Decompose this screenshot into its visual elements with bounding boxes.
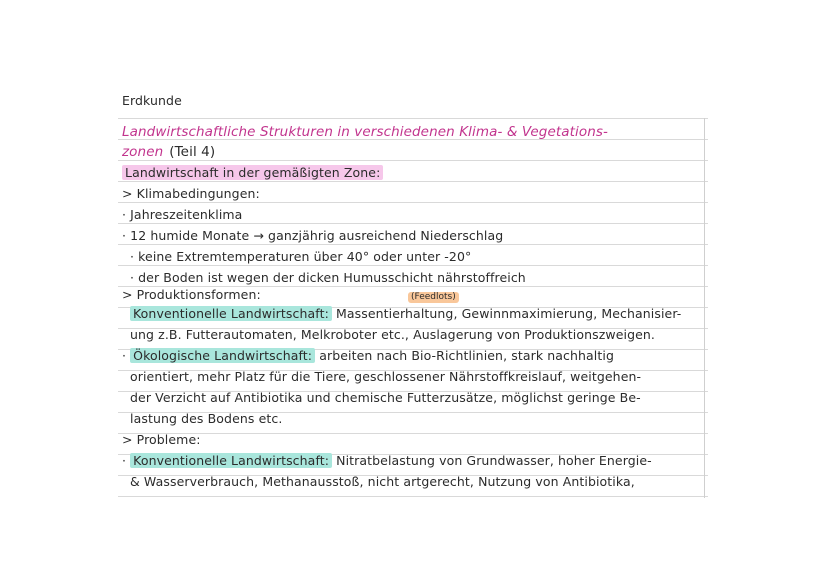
page-title-line-1: Landwirtschaftliche Strukturen in verschiedenen Klima- & Vegetations- <box>122 124 609 140</box>
climate-label: > Klimabedingungen: <box>122 186 260 201</box>
ruled-line <box>118 202 708 203</box>
ruled-line <box>118 433 708 434</box>
ecological-bullet: · <box>122 348 131 363</box>
page-title-text: zonen <box>122 144 164 160</box>
ecological-line-3: der Verzicht auf Antibiotika und chemische Futterzusätze, möglichst geringe Be- <box>130 390 641 405</box>
problems-line-2: & Wasserverbrauch, Methanausstoß, nicht artgerecht, Nutzung von Antibiotika, <box>130 474 635 489</box>
climate-item-3: · keine Extremtemperaturen über 40° oder unter -20° <box>130 249 472 264</box>
climate-item-2: · 12 humide Monate → ganzjährig ausreichend Niederschlag <box>122 228 504 243</box>
problems-line-1 <box>122 453 652 469</box>
ruled-line <box>118 181 708 182</box>
page-title-part: (Teil 4) <box>169 144 216 160</box>
ecological-line-2: orientiert, mehr Platz für die Tiere, geschlossener Nährstoffkreislauf, weitgehen- <box>130 369 642 384</box>
problems-bullet: · <box>122 453 131 468</box>
margin-line <box>704 118 705 498</box>
ruled-line <box>118 496 708 497</box>
ecological-text-1: arbeiten nach Bio-Richtlinien, stark nachhaltig <box>315 348 614 363</box>
section-heading <box>122 165 383 181</box>
conventional-line-2: ung z.B. Futterautomaten, Melkroboter etc., Auslagerung von Produktionszweigen. <box>130 327 655 342</box>
ruled-line <box>118 160 708 161</box>
production-label: > Produktionsformen: <box>122 287 261 302</box>
problems-text-1: Nitratbelastung von Grundwasser, hoher Energie- <box>332 453 652 468</box>
ruled-line <box>118 223 708 224</box>
problems-label: > Probleme: <box>122 432 201 447</box>
feedlots-annotation: (Feedlots) <box>408 292 459 303</box>
conventional-text-1: Massentierhaltung, Gewinnmaximierung, Mechanisier- <box>331 306 682 321</box>
ecological-line-1 <box>122 348 614 364</box>
climate-item-1: · Jahreszeitenklima <box>122 207 243 222</box>
ruled-line <box>118 118 708 119</box>
conventional-term: Konventionelle Landwirtschaft: <box>130 306 332 321</box>
subject-label: Erdkunde <box>122 93 182 108</box>
ruled-line <box>118 265 708 266</box>
conventional-line-1 <box>130 306 681 322</box>
climate-item-4: · der Boden ist wegen der dicken Humusschicht nährstoffreich <box>130 270 526 285</box>
ecological-term: Ökologische Landwirtschaft: <box>130 348 315 363</box>
ruled-line <box>118 244 708 245</box>
section-heading-text: Landwirtschaft in der gemäßigten Zone: <box>122 165 383 180</box>
page-title-line-2 <box>122 144 215 160</box>
problems-term: Konventionelle Landwirtschaft: <box>130 453 332 468</box>
ecological-line-4: lastung des Bodens etc. <box>130 411 283 426</box>
